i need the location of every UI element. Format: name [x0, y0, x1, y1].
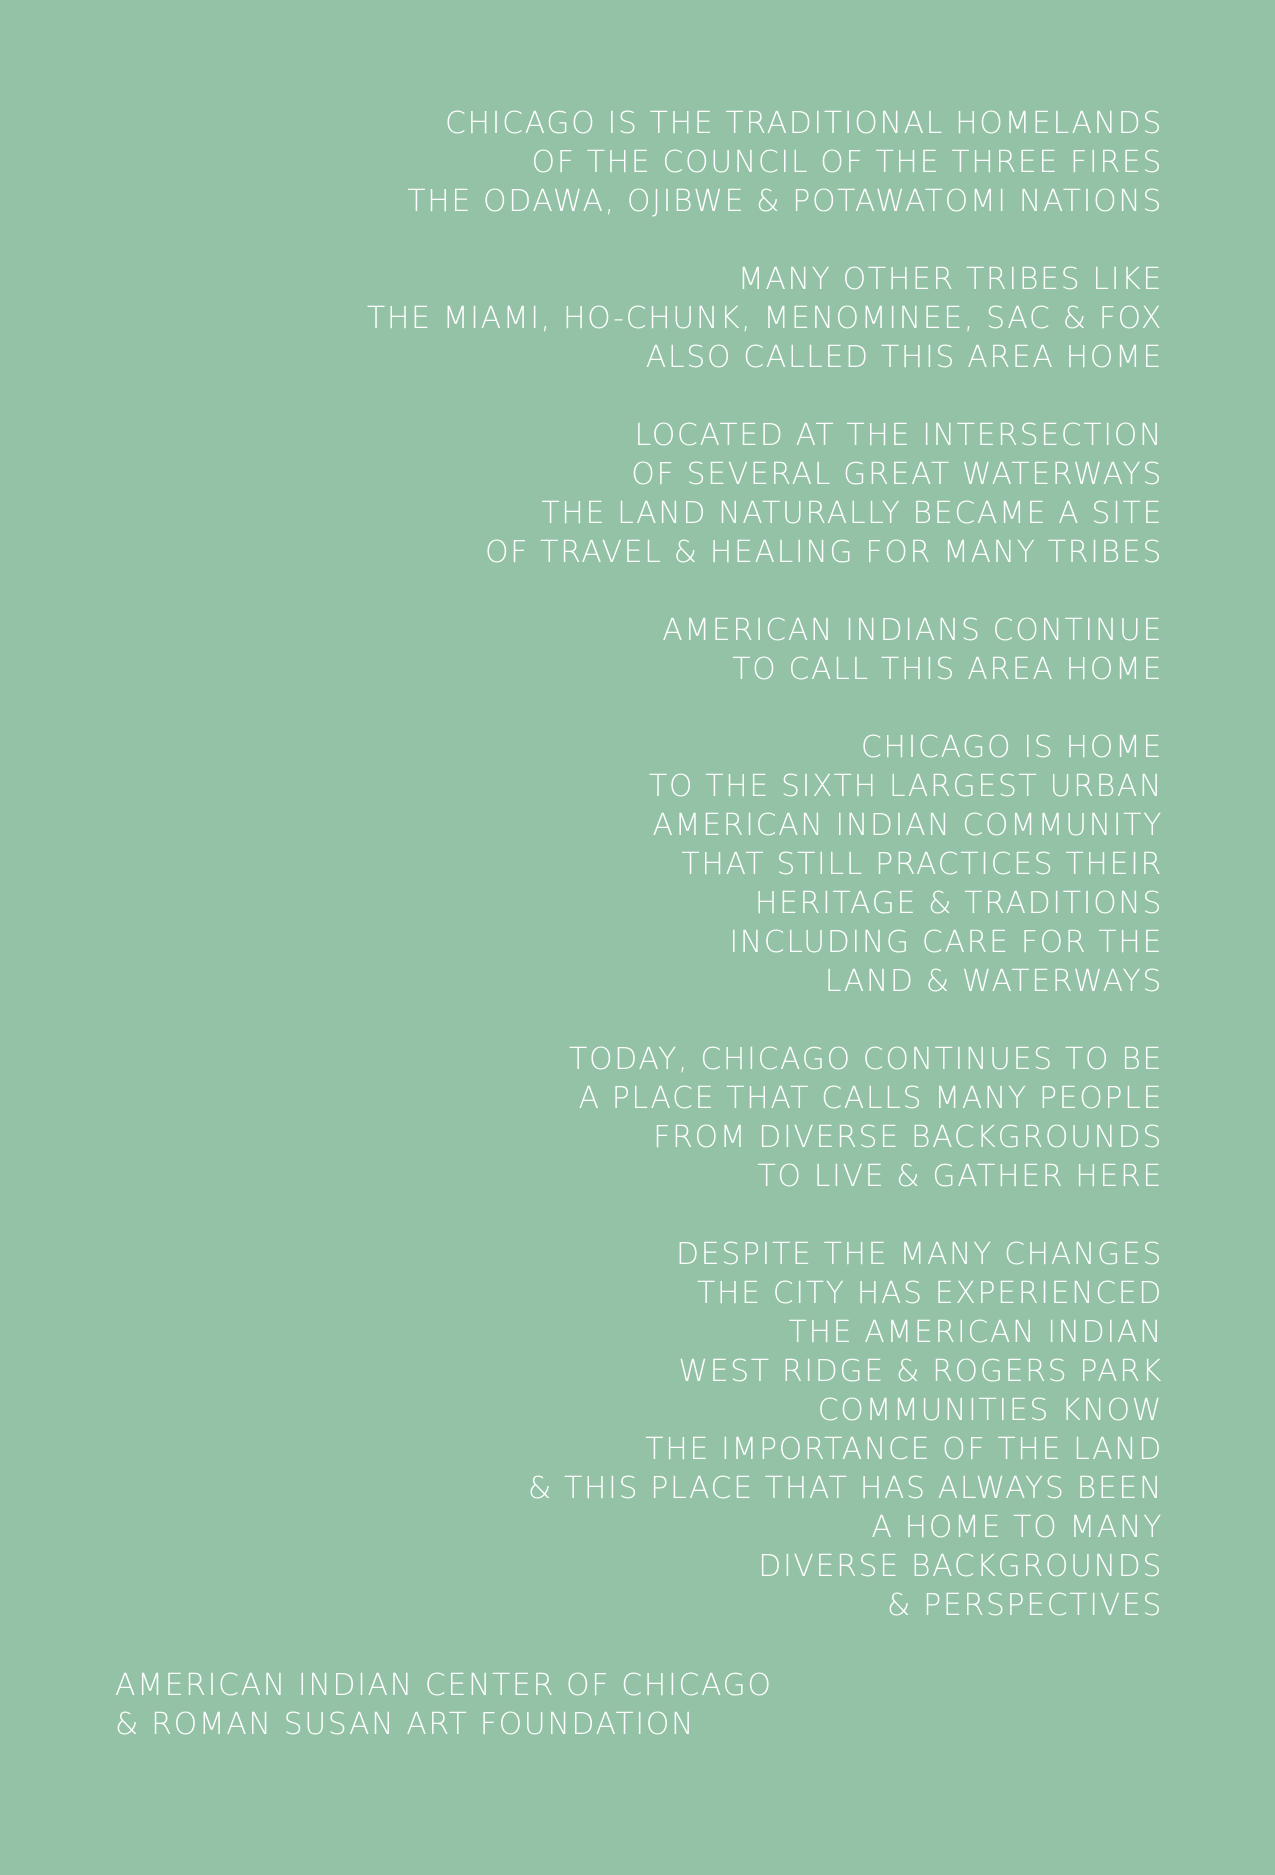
stanza-continue-home [367, 611, 1163, 689]
text-line: THE CITY HAS EXPERIENCED [696, 1276, 1163, 1311]
text-line: LAND & WATERWAYS [824, 964, 1163, 999]
text-line: LOCATED AT THE INTERSECTION [634, 418, 1163, 453]
credit-line: AMERICAN INDIAN CENTER OF CHICAGO [115, 1668, 773, 1703]
text-line: OF SEVERAL GREAT WATERWAYS [631, 457, 1163, 492]
text-line: DIVERSE BACKGROUNDS [758, 1549, 1163, 1584]
credit-line: & ROMAN SUSAN ART FOUNDATION [115, 1707, 695, 1742]
text-line: DESPITE THE MANY CHANGES [675, 1237, 1163, 1272]
text-line: OF THE COUNCIL OF THE THREE FIRES [531, 145, 1163, 180]
text-line: THE MIAMI, HO-CHUNK, MENOMINEE, SAC & FOX [366, 301, 1163, 336]
text-line: THE IMPORTANCE OF THE LAND [645, 1432, 1163, 1467]
text-line: A PLACE THAT CALLS MANY PEOPLE [578, 1081, 1163, 1116]
text-line: TO THE SIXTH LARGEST URBAN [648, 769, 1163, 804]
text-line: ALSO CALLED THIS AREA HOME [645, 340, 1163, 375]
text-line: MANY OTHER TRIBES LIKE [737, 262, 1163, 297]
text-line: AMERICAN INDIAN COMMUNITY [652, 808, 1163, 843]
text-line: THE AMERICAN INDIAN [788, 1315, 1163, 1350]
stanza-waterways [367, 416, 1163, 572]
text-line: CHICAGO IS THE TRADITIONAL HOMELANDS [444, 106, 1163, 141]
text-line: TO LIVE & GATHER HERE [757, 1159, 1163, 1194]
credits [115, 1666, 773, 1744]
stanza-despite-changes [367, 1235, 1163, 1625]
text-line: THAT STILL PRACTICES THEIR [681, 847, 1163, 882]
stanza-traditional-homelands [367, 104, 1163, 221]
text-line: TO CALL THIS AREA HOME [732, 652, 1163, 687]
text-line: & THIS PLACE THAT HAS ALWAYS BEEN [527, 1471, 1163, 1506]
stanza-other-tribes [367, 260, 1163, 377]
text-line: TODAY, CHICAGO CONTINUES TO BE [569, 1042, 1163, 1077]
stanza-today [367, 1040, 1163, 1196]
text-line: COMMUNITIES KNOW [817, 1393, 1163, 1428]
text-line: FROM DIVERSE BACKGROUNDS [653, 1120, 1163, 1155]
stanza-urban-community [367, 728, 1163, 1001]
text-line: THE LAND NATURALLY BECAME A SITE [541, 496, 1163, 531]
text-line: OF TRAVEL & HEALING FOR MANY TRIBES [484, 535, 1163, 570]
text-line: & PERSPECTIVES [887, 1588, 1163, 1623]
acknowledgement-statement [367, 104, 1163, 1664]
text-line: AMERICAN INDIANS CONTINUE [662, 613, 1163, 648]
text-line: HERITAGE & TRADITIONS [754, 886, 1163, 921]
text-line: THE ODAWA, OJIBWE & POTAWATOMI NATIONS [407, 184, 1163, 219]
text-line: CHICAGO IS HOME [860, 730, 1163, 765]
text-line: A HOME TO MANY [871, 1510, 1163, 1545]
text-line: WEST RIDGE & ROGERS PARK [678, 1354, 1163, 1389]
text-line: INCLUDING CARE FOR THE [729, 925, 1163, 960]
